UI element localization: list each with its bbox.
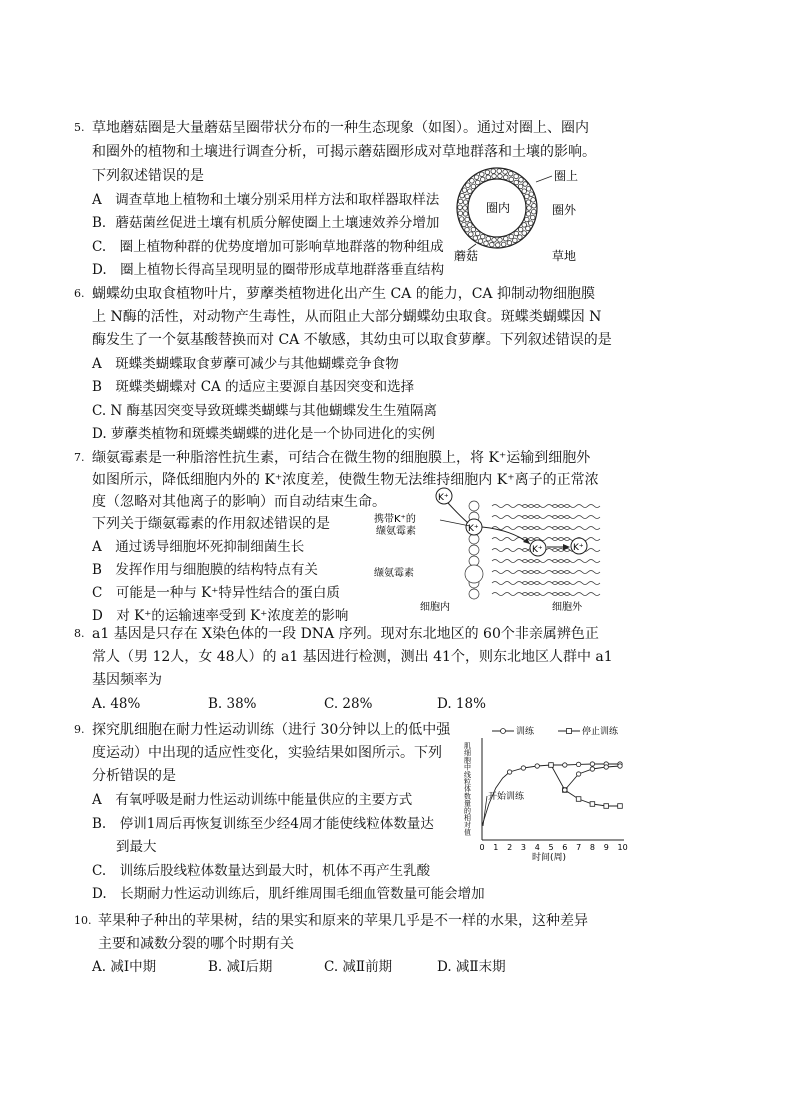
q7-carrier-label-2: 缬氨霉素 <box>376 526 416 537</box>
y-axis-label-char: 中 <box>464 763 471 772</box>
lipid-head <box>469 545 479 555</box>
q10-stem-line-2: 主要和减数分裂的哪个时期有关 <box>98 936 294 952</box>
q5-label-mushroom: 蘑菇 <box>454 249 479 263</box>
lipid-head <box>469 556 479 566</box>
q9-legend-train: 训练 <box>516 727 535 737</box>
train-point <box>576 772 580 776</box>
q10-stem-line-1: 苹果种子种出的苹果树，结的果实和原来的苹果几乎是不一样的水果，这种差异 <box>98 913 588 929</box>
q6-option-a: A 斑蝶类蝴蝶取食萝藦可减少与其他蝴蝶竞争食物 <box>92 356 399 372</box>
q7-k-ion-2: K⁺ <box>468 524 479 534</box>
x-tick-label: 3 <box>520 843 526 852</box>
q7-stem-line-3: 度（忽略对其他离子的影响）而自动结束生命。 <box>92 494 386 510</box>
q5-option-c: C. 圈上植物种群的优势度增加可影响草地群落的物种组成 <box>92 239 444 255</box>
y-axis-label-char: 的 <box>464 806 471 815</box>
x-tick-label: 10 <box>617 843 628 852</box>
y-axis-label-char: 量 <box>464 799 471 808</box>
q8-stem-line-1: a1 基因是只存在 X染色体的一段 DNA 序列。现对东北地区的 60个非亲属辨色正 <box>92 626 599 642</box>
q6-option-c: C. N 酶基因突变导致斑蝶类蝴蝶与其他蝴蝶发生生殖隔离 <box>92 403 438 419</box>
y-axis-label-char: 细 <box>464 749 471 758</box>
q7-stem-line-1: 缬氨霉素是一种脂溶性抗生素，可结合在微生物的细胞膜上，将 K⁺运输到细胞外 <box>92 450 591 466</box>
q9-mitochondria-chart <box>458 722 634 864</box>
q9-option-b-cont: 到最大 <box>116 839 157 855</box>
q9-option-d: D. 长期耐力性运动训练后，肌纤维周围毛细血管数量可能会增加 <box>92 886 485 902</box>
stop-point <box>618 804 623 809</box>
q5-stem-line-1: 草地蘑菇圈是大量蘑菇呈圈带状分布的一种生态现象（如图）。通过对圈上、圈内 <box>92 120 589 136</box>
train-point <box>576 762 580 766</box>
q9-option-c: C. 训练后股线粒体数量达到最大时，机体不再产生乳酸 <box>92 863 431 879</box>
lipid-head <box>469 501 479 511</box>
stop-point <box>576 797 581 802</box>
valinomycin-molecule <box>465 565 483 583</box>
q9-option-b: B. 停训1周后再恢复训练至少经4周才能使线粒体数量达 <box>92 816 434 832</box>
x-tick-label: 8 <box>589 843 595 852</box>
q5-mushroom-ring-figure <box>452 160 602 270</box>
q6-option-b: B 斑蝶类蝴蝶对 CA 的适应主要源自基因突变和选择 <box>92 379 415 395</box>
q7-outside-label: 细胞外 <box>552 602 582 613</box>
q8-option-b: B. 38% <box>208 696 257 712</box>
q5-option-a: A 调查草地上植物和土壤分别采用样方法和取样器取样法 <box>92 192 440 208</box>
q5-option-b: B．蘑菇菌丝促进土壤有机质分解使圈上土壤速效养分增加 <box>92 215 440 231</box>
stop-point <box>604 804 609 809</box>
q6-option-d: D. 萝藦类植物和斑蝶类蝴蝶的进化是一个协同进化的实例 <box>92 426 435 442</box>
q7-valinomycin-membrane-figure <box>372 486 602 614</box>
train-point <box>563 788 567 792</box>
q7-inside-label: 细胞内 <box>420 602 450 613</box>
q9-number: 9. <box>74 723 85 736</box>
q5-number: 5. <box>74 121 85 134</box>
q7-option-b: B 发挥作用与细胞膜的结构特点有关 <box>92 562 318 578</box>
q5-stem-line-3: 下列叙述错误的是 <box>92 168 204 184</box>
y-axis-label-char: 数 <box>464 792 471 801</box>
y-axis-label-char: 胞 <box>464 756 471 765</box>
q6-stem-line-2: 上 N酶的活性，对动物产生毒性，从而阻止大部分蝴蝶幼虫取食。斑蝶类蝴蝶因 N <box>92 309 602 325</box>
stop-point <box>549 763 554 768</box>
q6-number: 6. <box>74 287 85 300</box>
y-axis-label-char: 值 <box>464 828 471 837</box>
train-point <box>618 764 622 768</box>
q7-option-c: C 可能是一种与 K⁺特异性结合的蛋白质 <box>92 585 340 601</box>
q10-option-b: B. 减Ⅰ后期 <box>208 959 273 975</box>
train-point <box>590 767 594 771</box>
q7-valinomycin-label: 缬氨霉素 <box>374 568 414 579</box>
q7-option-d: D 对 K⁺的运输速率受到 K⁺浓度差的影响 <box>92 608 349 624</box>
q5-label-outside: 圈外 <box>552 203 577 217</box>
q5-label-ring-on: 圈上 <box>554 169 579 183</box>
q5-label-grass: 草地 <box>552 249 577 263</box>
q9-start-annotation: 开始训练 <box>488 792 525 802</box>
y-axis-label-char: 体 <box>464 785 471 794</box>
q10-option-d: D. 减Ⅱ末期 <box>437 959 506 975</box>
x-tick-label: 7 <box>576 843 582 852</box>
q8-number: 8. <box>74 627 85 640</box>
q9-stem-line-3: 分析错误的是 <box>92 768 176 784</box>
q9-stem-line-2: 度运动）中出现的适应性变化，实验结果如图所示。下列 <box>92 745 442 761</box>
q7-k-ion-3: K⁺ <box>532 545 543 555</box>
stop-point <box>590 802 595 807</box>
train-point <box>590 762 594 766</box>
q6-stem-line-1: 蝴蝶幼虫取食植物叶片，萝藦类植物进化出产生 CA 的能力，CA 抑制动物细胞膜 <box>92 286 595 302</box>
x-tick-label: 6 <box>562 843 568 852</box>
q7-number: 7. <box>74 451 85 464</box>
x-tick-label: 5 <box>548 843 554 852</box>
q5-label-inside: 圈内 <box>486 201 511 215</box>
q10-option-c: C. 减Ⅱ前期 <box>324 959 393 975</box>
y-axis-label-char: 肌 <box>464 742 471 750</box>
q7-option-a: A 通过诱导细胞坏死抑制细菌生长 <box>92 539 305 555</box>
train-point <box>604 765 608 769</box>
q5-option-d: D. 圈上植物长得高呈现明显的圈带形成草地群落垂直结构 <box>92 262 445 278</box>
q8-option-a: A. 48% <box>92 696 141 712</box>
q10-option-a: A. 减Ⅰ中期 <box>92 959 157 975</box>
q7-k-ion-1: K⁺ <box>438 493 449 503</box>
q10-number: 10. <box>74 914 92 927</box>
train-point <box>563 763 567 767</box>
q8-stem-line-2: 常人（男 12人，女 48人）的 a1 基因进行检测，测出 41个，则东北地区人群中 a1 <box>92 649 613 665</box>
q9-option-a: A 有氧呼吸是耐力性运动训练中能量供应的主要方式 <box>92 792 413 808</box>
q8-stem-line-3: 基因频率为 <box>92 672 162 688</box>
q5-stem-line-2: 和圈外的植物和土壤进行调查分析，可揭示蘑菇圈形成对草地群落和土壤的影响。 <box>92 144 596 160</box>
q9-legend-stop: 停止训练 <box>582 727 619 737</box>
x-tick-label: 1 <box>493 843 499 852</box>
q9-x-axis-label: 时间(周) <box>532 853 567 863</box>
q7-stem-line-2: 如图所示，降低细胞内外的 K⁺浓度差，使微生物无法维持细胞内 K⁺离子的正常浓 <box>92 472 599 488</box>
q8-option-d: D. 18% <box>437 696 486 712</box>
x-tick-label: 2 <box>507 843 513 852</box>
y-axis-label-char: 线 <box>464 770 471 779</box>
y-axis-label-char: 相 <box>464 814 471 822</box>
q7-k-ion-4: K⁺ <box>573 543 584 553</box>
y-axis-label-char: 粒 <box>464 778 471 786</box>
x-tick-label: 0 <box>479 843 485 852</box>
q8-option-c: C. 28% <box>324 696 373 712</box>
q7-carrier-label-1: 携带K⁺的 <box>374 514 416 525</box>
x-tick-label: 9 <box>603 843 609 852</box>
q6-stem-line-3: 酶发生了一个氨基酸替换而对 CA 不敏感，其幼虫可以取食萝藦。下列叙述错误的是 <box>92 332 612 348</box>
train-point <box>535 764 539 768</box>
y-axis-label-char: 对 <box>464 821 471 830</box>
q7-stem-line-4: 下列关于缬氨霉素的作用叙述错误的是 <box>92 516 330 532</box>
q9-stem-line-1: 探究肌细胞在耐力性运动训练（进行 30分钟以上的低中强 <box>92 722 451 738</box>
train-point <box>507 770 511 774</box>
train-point <box>521 766 525 770</box>
x-tick-label: 4 <box>534 843 540 852</box>
lipid-head <box>469 589 479 599</box>
